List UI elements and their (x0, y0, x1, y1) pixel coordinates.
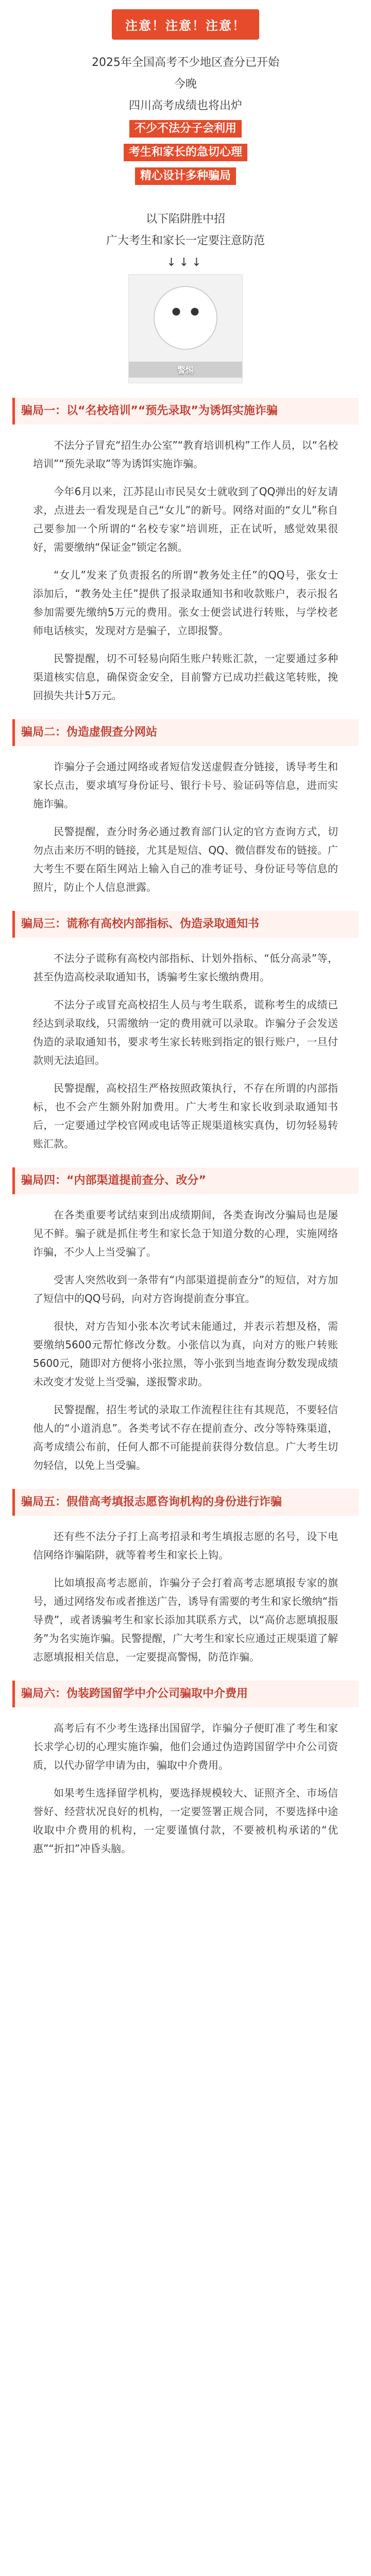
cat-photo (128, 274, 243, 383)
section-title: 骗局三：谎称有高校内部指标、伪造录取通知书 (12, 911, 359, 938)
cat-photo-caption: 警惕 (129, 362, 242, 378)
warning-line: 以下陷阱胜中招 (145, 213, 225, 226)
section-title: 骗局六：伪装跨国留学中介公司骗取中介费用 (12, 1681, 359, 1707)
section-title: 骗局二：伪造虚假查分网站 (12, 719, 359, 746)
section-paragraph: 不法分子冒充“招生办公室”“教育培训机构”工作人员，以“名校培训”“预先录取”等为诱饵实施诈骗。 (33, 439, 338, 470)
section-paragraph: 民警提醒，高校招生严格按照政策执行，不存在所谓的内部指标，也不会产生额外附加费用。广大考生和家长收到录取通知书后，一定要通过学校官网或电话等正规渠道核实真伪，切勿轻易转账汇款。 (33, 1082, 338, 1150)
scam-section-4 (0, 1167, 371, 1475)
highlight-line: 精心设计多种骗局 (135, 167, 236, 185)
section-paragraph: 比如填报高考志愿前，诈骗分子会打着高考志愿填报专家的旗号，通过网络发布或者推送广告，诱导有需要的考生和家长缴纳“指导费”，或者诱骗考生和家长添加其联系方式，以“高价志愿填报服务”为名实施诈骗。民警提醒，广大考生和家长应通过正规渠道了解志愿填报相关信息，一定要提高警惕，防范诈骗。 (33, 1577, 338, 1663)
warning-line: 广大考生和家长一定要注意防范 (106, 234, 265, 247)
section-paragraph: 诈骗分子会通过网络或者短信发送虚假查分链接，诱导考生和家长点击，要求填写身份证号、银行卡号、验证码等信息，进而实施诈骗。 (33, 760, 338, 810)
intro-line: 今晚 (174, 78, 197, 91)
section-title: 骗局四：“内部渠道提前查分、改分” (12, 1167, 359, 1194)
intro-line: 四川高考成绩也将出炉 (128, 99, 242, 112)
section-paragraph: 民警提醒，切不可轻易向陌生账户转账汇款，一定要通过多种渠道核实信息，确保资金安全，目前警方已成功拦截这笔转账，挽回损失共计5万元。 (33, 652, 338, 702)
scam-section-6 (0, 1681, 371, 1858)
scam-section-2 (0, 719, 371, 896)
scam-section-3 (0, 911, 371, 1153)
scam-section-5 (0, 1489, 371, 1666)
intro-line: 2025年全国高考不少地区查分已开始 (92, 56, 279, 69)
section-title: 骗局五：假借高考填报志愿咨询机构的身份进行诈骗 (12, 1489, 359, 1516)
section-paragraph: 还有些不法分子打上高考招录和考生填报志愿的名号，设下电信网络诈骗陷阱，就等着考生和家长上钩。 (33, 1530, 338, 1561)
attention-banner: 注意！注意！注意！ (112, 9, 259, 40)
highlight-line: 考生和家长的急切心理 (124, 144, 247, 161)
section-paragraph: 如果考生选择留学机构，要选择规模较大、证照齐全、市场信誉好、经营状况良好的机构，一定要签署正规合同，不要选择中途收取中介费用的机构，一定要谨慎付款，不要被机构承诺的“优惠”“折扣”冲昏头脑。 (33, 1787, 338, 1855)
section-paragraph: 高考后有不少考生选择出国留学，诈骗分子便盯准了考生和家长求学心切的心理实施诈骗，他们会通过伪造跨国留学中介公司资质，以代办留学申请为由，骗取中介费用。 (33, 1722, 338, 1771)
section-paragraph: 民警提醒，招生考试的录取工作流程往往有其规范，不要轻信他人的“小道消息”。各类考试不存在提前查分、改分等特殊渠道，高考成绩公布前，任何人都不可能提前获得分数信息。广大考生切勿轻信，以免上当受骗。 (33, 1403, 338, 1471)
section-paragraph: 民警提醒，查分时务必通过教育部门认定的官方查询方式，切勿点击来历不明的链接，尤其是短信、QQ、微信群发布的链接。广大考生不要在陌生网站上输入自己的准考证号、身份证号等信息的照片，防止个人信息泄露。 (33, 825, 338, 893)
scam-section-1 (0, 398, 371, 705)
intro-block (0, 52, 371, 383)
section-paragraph: 不法分子谎称有高校内部指标、计划外指标、“低分高录”等，甚至伪造高校录取通知书，诱骗考生家长缴纳费用。 (33, 952, 338, 983)
down-arrows-icon: ↓↓↓ (166, 256, 205, 269)
section-paragraph: 今年6月以来，江苏昆山市民吴女士就收到了QQ弹出的好友请求，点进去一看发现是自己“女儿”的新号。网络对面的“女儿”称自己要参加一个所谓的“名校专家”培训班，正在试听，感觉效果很好，需要缴纳“保证金”锁定名额。 (33, 485, 338, 553)
section-paragraph: “女儿”发来了负责报名的所谓“教务处主任”的QQ号，张女士添加后，“教务处主任”提供了报录取通知书和收款账户，表示报名参加需要先缴纳5万元的费用。张女士便尝试进行转账，与学校老师电话核实，发现对方是骗子，立即报警。 (33, 569, 338, 637)
section-paragraph: 不法分子或冒充高校招生人员与考生联系，谎称考生的成绩已经达到录取线，只需缴纳一定的费用就可以录取。诈骗分子会发送伪造的录取通知书，要求考生家长转账到指定的银行账户，一旦付款则无法追回。 (33, 998, 338, 1066)
section-paragraph: 很快，对方告知小张本次考试未能通过，并表示若想及格，需要缴纳5600元帮忙修改分数。小张信以为真，向对方的账户转账5600元，随即对方便将小张拉黑，等小张到当地查询分数发现成绩未改变才发觉上当受骗，遂报警求助。 (33, 1320, 338, 1388)
section-paragraph: 受害人突然收到一条带有“内部渠道提前查分”的短信，对方加了短信中的QQ号码，向对方咨询提前查分事宜。 (33, 1274, 338, 1304)
section-title: 骗局一：以“名校培训”“预先录取”为诱饵实施诈骗 (12, 398, 359, 425)
cat-photo-icon (154, 286, 217, 350)
section-paragraph: 在各类重要考试结束到出成绩期间，各类查询改分骗局也是屡见不鲜。骗子就是抓住考生和家长急于知道分数的心理，实施网络诈骗，不少人上当受骗了。 (33, 1209, 338, 1258)
highlight-line: 不少不法分子会利用 (129, 120, 242, 138)
banner-wrap (0, 0, 371, 40)
